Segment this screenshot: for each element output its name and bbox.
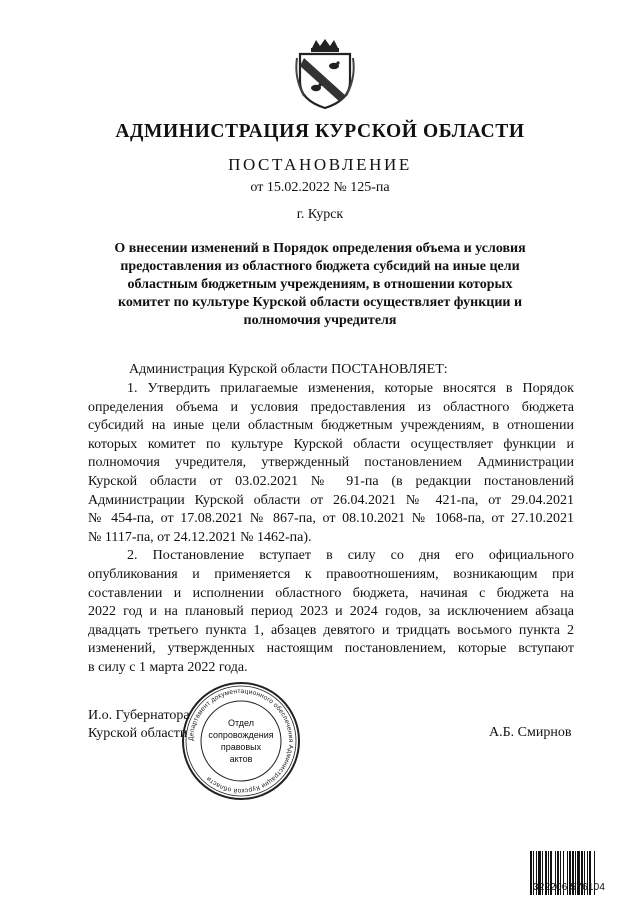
subject-line: О внесении изменений в Порядок определения объема и условия: [114, 241, 526, 256]
body-line: двадцать третьего пункта 1, абзацев девятого и тридцать восьмого пункта 2: [88, 622, 574, 638]
document-date-number: от 15.02.2022 № 125-па: [250, 180, 390, 195]
stamp-inner-line: Отдел: [227, 718, 255, 728]
organization-title: АДМИНИСТРАЦИЯ КУРСКОЙ ОБЛАСТИ: [115, 121, 525, 142]
signer-title-line: Курской области: [88, 726, 188, 741]
stamp-inner-line: актов: [229, 754, 253, 764]
body-line: 2. Постановление вступает в силу со дня его официального: [127, 548, 574, 564]
body-line: № 1117-па, от 24.12.2021 № 1462-па).: [88, 529, 312, 545]
signer-name: А.Б. Смирнов: [489, 725, 572, 740]
stamp-inner-line: правовых: [220, 742, 262, 752]
stamp-inner-line: сопровождения: [208, 730, 274, 740]
body-line: субсидий на иные цели областным бюджетным учреждениям, в отношении: [88, 418, 574, 434]
body-line: № 454-па, от 17.08.2021 № 867-па, от 08.10.2021 № 1068-па, от 27.10.2021: [88, 511, 574, 527]
body-line: Курской области от 03.02.2021 № 91-па (в редакции постановлений: [88, 473, 574, 489]
official-stamp: [180, 680, 302, 802]
body-line: в силу с 1 марта 2022 года.: [88, 659, 248, 675]
body-line: 2022 год и на плановый период 2023 и 2024 годов, за исключением абзаца: [88, 604, 574, 620]
body-line: определения объема и условия предоставления из областного бюджета: [88, 399, 574, 415]
document-type: ПОСТАНОВЛЕНИЕ: [228, 155, 412, 174]
signer-title-line: И.о. Губернатора: [88, 708, 190, 723]
subject-line: полномочия учредителя: [243, 313, 397, 328]
body-line: Администрации Курской области от 26.04.2021 № 421-па, от 29.04.2021: [88, 492, 574, 508]
body-line: 1. Утвердить прилагаемые изменения, которые вносятся в Порядок: [127, 381, 574, 396]
subject-line: областным бюджетным учреждениям, в отношении которых: [127, 277, 513, 292]
document-body: [88, 380, 574, 678]
body-line: опубликования и применяется к правоотношениям, возникающим при: [88, 566, 574, 582]
body-line: изменений, утвержденных настоящим постановлением, которые вступают: [88, 641, 574, 657]
body-line: полномочия учредителя, утвержденный постановлением Администрации: [88, 455, 574, 471]
document-city: г. Курск: [296, 207, 344, 222]
document-subject: [88, 240, 552, 330]
body-line: составлении и исполнении областного бюджета, начиная с бюджета на: [88, 585, 574, 601]
signer-title: [88, 707, 190, 743]
barcode-number: 322206 576104: [533, 882, 606, 893]
preamble: Администрация Курской области ПОСТАНОВЛЯЕТ:: [129, 362, 448, 377]
stamp-outer-text: Департамент документационного обеспечения Администрации Курской области: [187, 687, 295, 795]
subject-line: предоставления из областного бюджета субсидий на иные цели: [120, 259, 520, 274]
kursk-coat-of-arms-icon: [294, 38, 356, 110]
body-line: которых комитет по культуре Курской области осуществляет функции и: [88, 436, 574, 452]
subject-line: комитет по культуре Курской области осуществляет функции и: [117, 295, 523, 310]
barcode-bar: [530, 851, 532, 895]
